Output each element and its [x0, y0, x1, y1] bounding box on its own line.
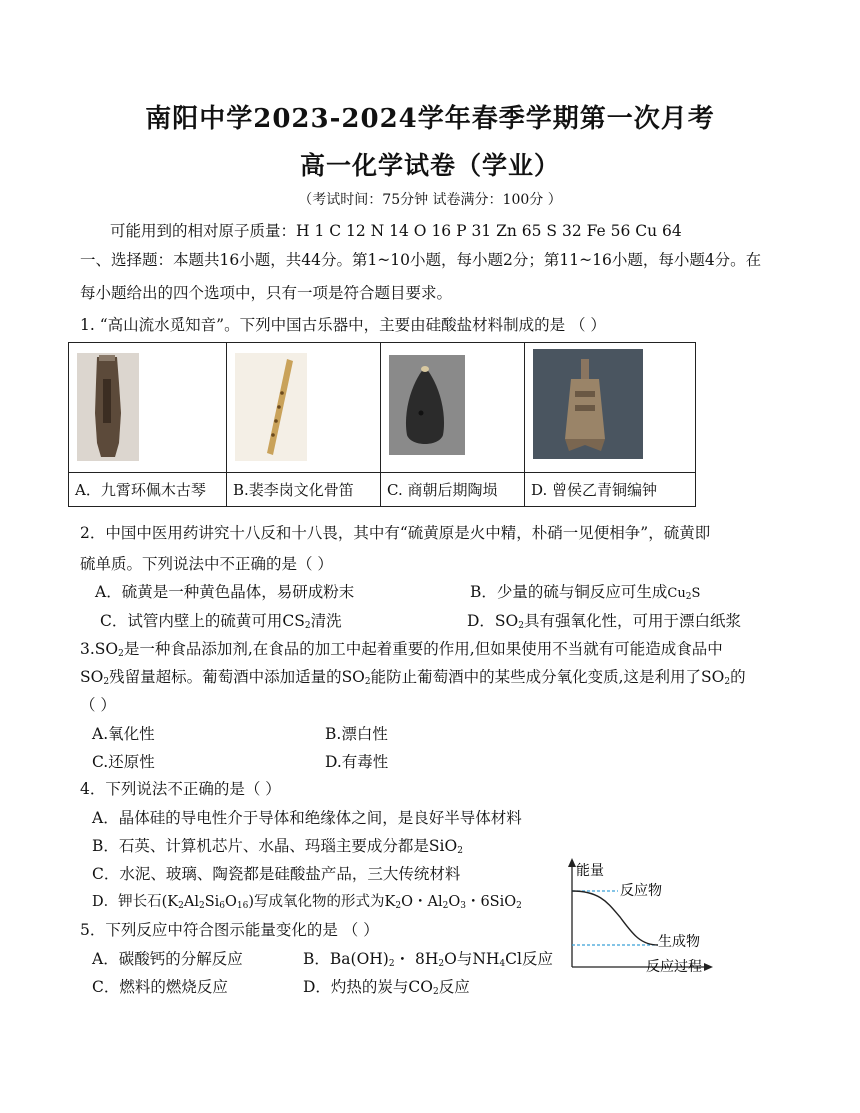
exam-info: （考试时间：75分钟 试卷满分：100分 ）: [298, 192, 562, 208]
atomic-masses: 可能用到的相对原子质量：H 1 C 12 N 14 O 16 P 31 Zn 65 S 32 Fe 56 Cu 64: [110, 222, 682, 240]
q1-option-c: C. 商朝后期陶埙: [381, 473, 525, 507]
q1-image-cell-b: [227, 343, 381, 473]
exam-title: 南阳中学2023-2024学年春季学期第一次月考: [145, 104, 715, 134]
q4-option-d: D．钾长石$(K_2Al_2Si_6O_{16})$写成氧化物的形式为$K_2O$・$Al_2O_3$・6SiO$_2$: [92, 894, 522, 911]
q1-option-a: A．九霄环佩木古琴: [69, 473, 227, 507]
q5-option-d: D．灼热的炭与$CO_2$反应: [303, 978, 470, 997]
q2-option-b: B．少量的硫与铜反应可生成$Cu_2S$: [470, 583, 701, 602]
q1-option-d: D. 曾侯乙青铜编钟: [525, 473, 696, 507]
q1-image-cell-d: [525, 343, 696, 473]
q2-option-c: C．试管内壁上的硫黄可用$CS_2$清洗: [100, 612, 342, 631]
q3-option-a: A.氧化性: [92, 725, 155, 743]
x-axis-label: 反应过程: [646, 959, 702, 975]
section1-line1: 一、选择题：本题共16小题，共44分。第1~10小题，每小题2分；第11~16小题，每小题4分。在: [80, 251, 762, 269]
q3-line2: $SO_2$残留量超标。葡萄酒中添加适量的$SO_2$能防止葡萄酒中的某些成分氧化变质,这是利用了$SO_2$的: [80, 668, 746, 687]
q3-line3: （ ）: [80, 696, 116, 714]
bronze-bell-image: [525, 343, 695, 468]
q1-option-b: B.裴李岗文化骨笛: [227, 473, 381, 507]
q4-option-c: C．水泥、玻璃、陶瓷都是硅酸盐产品，三大传统材料: [92, 865, 461, 883]
q1-image-cell-c: [381, 343, 525, 473]
q1-options-table: [68, 342, 696, 507]
q5-option-b: B．$Ba(OH)_2$・ $8H_2O$与$NH_4Cl$反应: [303, 950, 553, 969]
section1-line2: 每小题给出的四个选项中，只有一项是符合题目要求。: [80, 284, 453, 302]
q5-stem: 5．下列反应中符合图示能量变化的是 （ ）: [80, 921, 379, 939]
product-label: 生成物: [658, 934, 700, 950]
energy-diagram: [560, 855, 720, 980]
y-axis-arrow-icon: [568, 858, 576, 867]
q5-option-c: C．燃料的燃烧反应: [92, 978, 228, 996]
q2-line1: 2．中国中医用药讲究十八反和十八畏，其中有“硫黄原是火中精，朴硝一见便相争”，硫黄即: [80, 524, 711, 542]
q2-line2: 硫单质。下列说法中不正确的是（ ）: [80, 555, 333, 573]
q3-line1: $3.SO_2$是一种食品添加剂,在食品的加工中起着重要的作用,但如果使用不当就有可能造成食品中: [80, 640, 723, 659]
q3-option-d: D.有毒性: [325, 753, 389, 771]
q1-image-cell-a: [69, 343, 227, 473]
q2-option-d: D．$SO_2$具有强氧化性，可用于漂白纸浆: [467, 612, 742, 631]
q3-option-c: C.还原性: [92, 753, 155, 771]
x-axis-arrow-icon: [704, 963, 713, 971]
q1-stem: 1. “高山流水觅知音”。下列中国古乐器中，主要由硅酸盐材料制成的是 （ ）: [80, 316, 606, 334]
reactant-label: 反应物: [620, 883, 662, 899]
energy-curve: [572, 891, 658, 945]
q4-stem: 4．下列说法不正确的是（ ）: [80, 780, 281, 798]
pottery-xun-image: [381, 343, 524, 468]
q5-option-a: A．碳酸钙的分解反应: [92, 950, 243, 968]
y-axis-label: 能量: [576, 863, 604, 879]
q2-option-a: A．硫黄是一种黄色晶体，易研成粉末: [95, 583, 355, 601]
q4-option-b: B．石英、计算机芯片、水晶、玛瑙主要成分都是SiO$_2$: [92, 837, 463, 856]
q4-option-a: A．晶体硅的导电性介于导体和绝缘体之间，是良好半导体材料: [92, 809, 522, 827]
bone-flute-image: [227, 343, 380, 468]
q3-option-b: B.漂白性: [325, 725, 388, 743]
exam-subtitle: 高一化学试卷（学业）: [299, 151, 560, 180]
guqin-image: [69, 343, 226, 468]
